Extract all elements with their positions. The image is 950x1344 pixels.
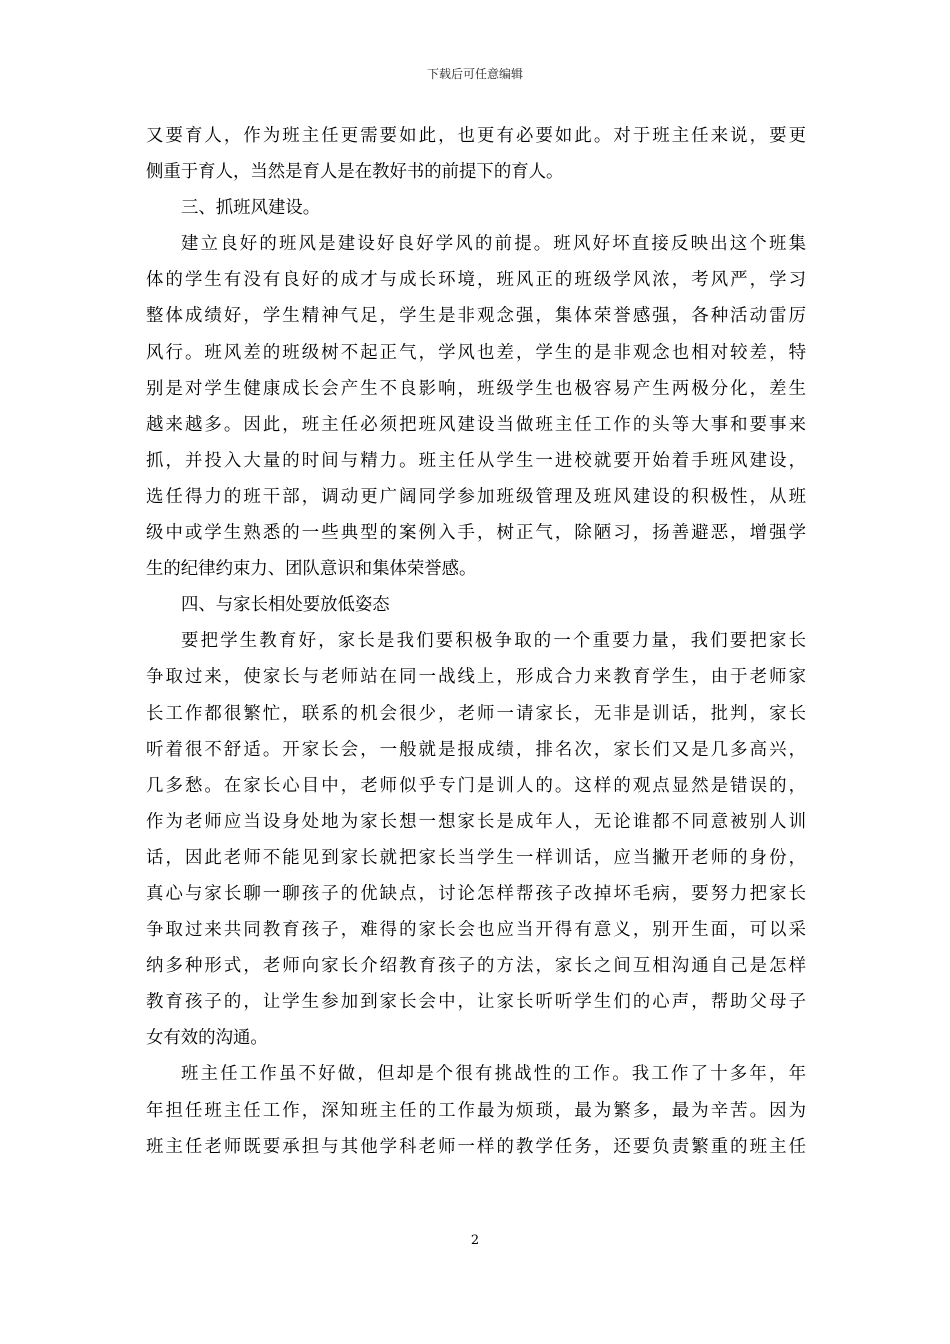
text-line: 班主任老师既要承担与其他学科老师一样的教学任务，还要负责繁重的班主任	[146, 1136, 806, 1157]
text-line: 听着很不舒适。开家长会，一般就是报成绩，排名次，家长们又是几多高兴，	[146, 739, 806, 760]
text-line: 抓，并投入大量的时间与精力。班主任从学生一进校就要开始着手班风建设，	[146, 450, 806, 471]
text-line: 真心与家长聊一聊孩子的优缺点，讨论怎样帮孩子改掉坏毛病，要努力把家长	[146, 883, 806, 904]
text-line: 生的纪律约束力、团队意识和集体荣誉感。	[146, 559, 477, 580]
text-line: 体的学生有没有良好的成才与成长环境，班风正的班级学风浓，考风严，学习	[146, 270, 806, 291]
text-line: 四、与家长相处要放低姿态	[181, 595, 390, 616]
text-line: 争取过来，使家长与老师站在同一战线上，形成合力来教育学生，由于老师家	[146, 667, 806, 688]
page-number: 2	[470, 1233, 480, 1248]
text-line: 班主任工作虽不好做，但却是个很有挑战性的工作。我工作了十多年，年	[181, 1064, 806, 1085]
text-line: 三、抓班风建设。	[181, 198, 321, 219]
document-body	[146, 118, 806, 1165]
text-line: 长工作都很繁忙，联系的机会很少，老师一请家长，无非是训话，批判，家长	[146, 703, 806, 724]
text-line: 选任得力的班干部，调动更广阔同学参加班级管理及班风建设的积极性，从班	[146, 486, 806, 507]
text-line: 级中或学生熟悉的一些典型的案例入手，树正气，除陋习，扬善避恶，增强学	[146, 523, 806, 544]
text-line: 建立良好的班风是建设好良好学风的前提。班风好坏直接反映出这个班集	[181, 234, 806, 255]
text-line: 女有效的沟通。	[146, 1028, 268, 1049]
text-line: 几多愁。在家长心目中，老师似乎专门是训人的。这样的观点显然是错误的，	[146, 775, 806, 796]
text-line: 教育孩子的，让学生参加到家长会中，让家长听听学生们的心声，帮助父母子	[146, 992, 806, 1013]
text-line: 作为老师应当设身处地为家长想一想家长是成年人，无论谁都不同意被别人训	[146, 811, 806, 832]
text-line: 纳多种形式，老师向家长介绍教育孩子的方法，家长之间互相沟通自己是怎样	[146, 956, 806, 977]
text-line: 话，因此老师不能见到家长就把家长当学生一样训话，应当撇开老师的身份，	[146, 847, 806, 868]
text-line: 年担任班主任工作，深知班主任的工作最为烦琐，最为繁多，最为辛苦。因为	[146, 1100, 806, 1121]
text-line: 侧重于育人，当然是育人是在教好书的前提下的育人。	[146, 162, 564, 183]
text-line: 风行。班风差的班级树不起正气，学风也差，学生的是非观念也相对较差，特	[146, 342, 806, 363]
text-line: 要把学生教育好，家长是我们要积极争取的一个重要力量，我们要把家长	[181, 631, 806, 652]
page-header: 下载后可任意编辑	[426, 67, 523, 81]
text-line: 又要育人，作为班主任更需要如此，也更有必要如此。对于班主任来说，要更	[146, 126, 806, 146]
text-line: 越来越多。因此，班主任必须把班风建设当做班主任工作的头等大事和要事来	[146, 414, 806, 435]
text-line: 别是对学生健康成长会产生不良影响，班级学生也极容易产生两极分化，差生	[146, 378, 806, 399]
text-line: 整体成绩好，学生精神气足，学生是非观念强，集体荣誉感强，各种活动雷厉	[146, 306, 806, 327]
text-line: 争取过来共同教育孩子，难得的家长会也应当开得有意义，别开生面，可以采	[146, 920, 806, 941]
